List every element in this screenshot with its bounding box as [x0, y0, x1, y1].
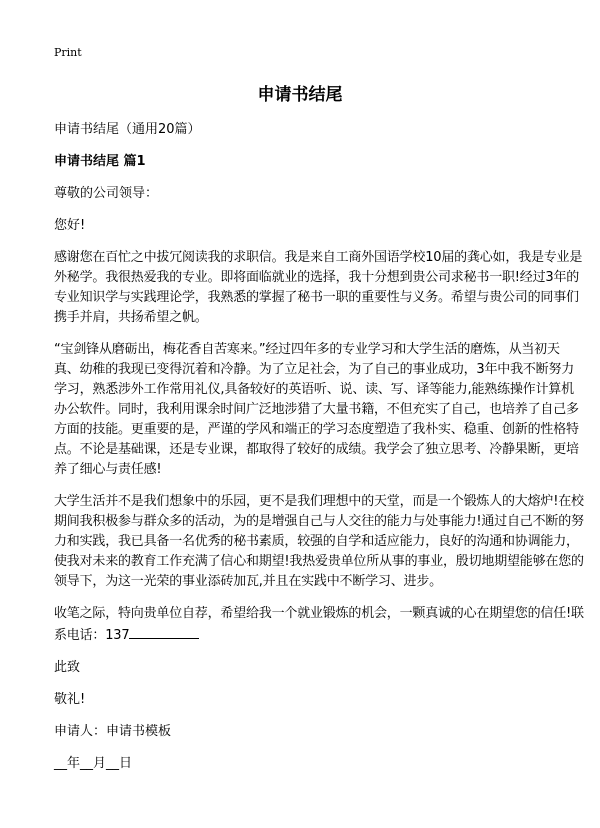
- sign-off-line-1: 此致: [54, 660, 81, 675]
- body-paragraph: 大学生活并不是我们想象中的乐园，更不是我们理想中的天堂，而是一个锻炼人的大熔炉!在校期间我积极参与群众多的活动，为的是增强自己与人交往的能力与处事能力!通过自己不断的努力和实践，我已具备一名优秀的秘书素质，较强的自学和适应能力，良好的沟通和协调能力，使我对未来的教育工作充满了信心和期望!我热爱贵单位所从事的事业，殷切地期望能够在您的领导下，为这一光荣的事业添砖加瓦,并且在实践中不断学习、进步。: [54, 494, 584, 589]
- document-subtitle: 申请书结尾（通用20篇）: [54, 122, 201, 137]
- closing-text: 收笔之际，特向贵单位自荐，希望给我一个就业锻炼的机会，一颗真诚的心在期望您的信任!联系电话：137: [54, 606, 584, 643]
- body-paragraph: 感谢您在百忙之中拔冗阅读我的求职信。我是来自工商外国语学校10届的龚心如，我是专业是外秘学。我很热爱我的专业。即将面临就业的选择，我十分想到贵公司求秘书一职!经过3年的专业知识学与实践理论学，我熟悉的掌握了秘书一职的重要性与义务。希望与贵公司的同事们携手并肩，共扬希望之帆。: [54, 250, 583, 325]
- section-heading: 申请书结尾 篇1: [54, 154, 146, 169]
- print-link[interactable]: Print: [54, 46, 82, 59]
- page-title: 申请书结尾: [257, 85, 343, 105]
- greeting: 您好!: [54, 218, 86, 233]
- closing-paragraph: [54, 604, 584, 646]
- date-line: __年__月__日: [54, 756, 133, 771]
- applicant-line: 申请人：申请书模板: [54, 724, 172, 739]
- phone-blank-line: [129, 624, 199, 639]
- salutation: 尊敬的公司领导：: [54, 186, 159, 201]
- body-paragraph: “宝剑锋从磨砺出，梅花香自苦寒来。”经过四年多的专业学习和大学生活的磨炼，从当初天真、幼稚的我现已变得沉着和冷静。为了立足社会，为了自己的事业成功，3年中我不断努力学习，熟悉涉外工作常用礼仪,具备较好的英语听、说、读、写、译等能力,能熟练操作计算机办公软件。同时，我利用课余时间广泛地涉猎了大量书籍，不但充实了自己，也培养了自己多方面的技能。更重要的是，严谨的学风和端正的学习态度塑造了我朴实、稳重、创新的性格特点。不论是基础课，还是专业课，都取得了较好的成绩。我学会了独立思考、冷静果断，更培养了细心与责任感!: [54, 342, 579, 477]
- sign-off-line-2: 敬礼!: [54, 692, 86, 707]
- document-body: [54, 120, 584, 786]
